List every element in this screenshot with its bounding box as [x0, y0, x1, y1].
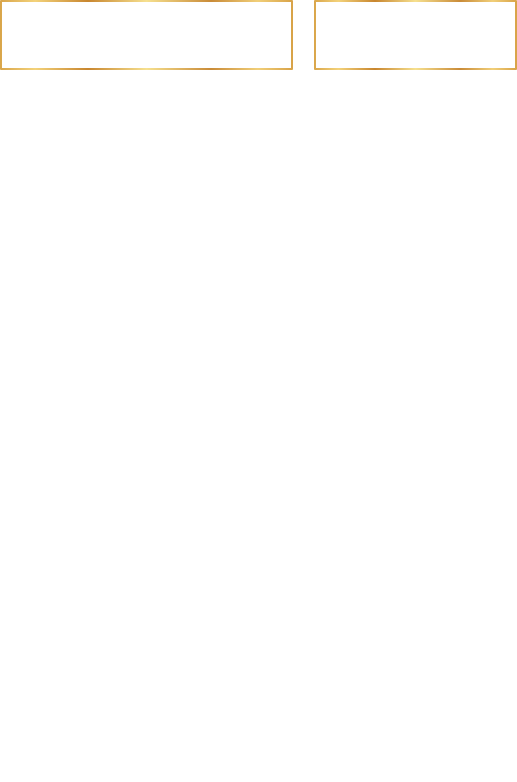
- gold-frame-panel-left: [0, 0, 293, 70]
- gold-frame-panel-right: [314, 0, 517, 70]
- panel-right-content: [316, 2, 515, 68]
- panel-left-content: [2, 2, 291, 68]
